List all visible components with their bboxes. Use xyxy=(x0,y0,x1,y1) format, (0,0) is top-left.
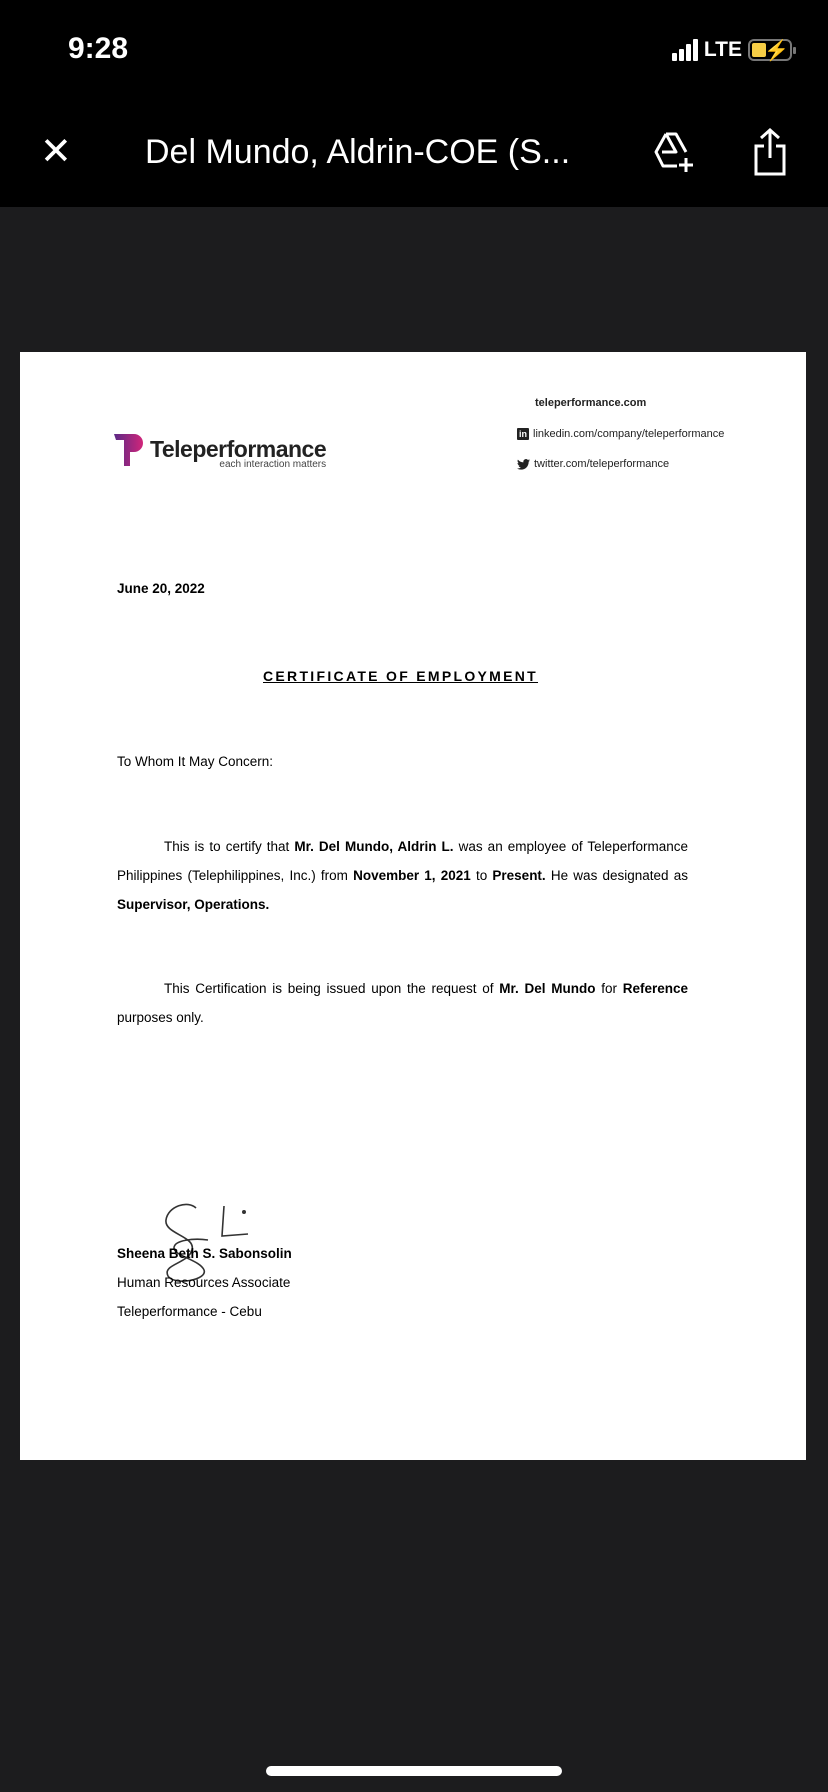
twitter-link[interactable] xyxy=(517,458,669,470)
paragraph-employment: This is to certify that Mr. Del Mundo, Aldrin L. was an employee of Teleperformance Philippines (Telephilippines, Inc.) from November 1, 2021 to Present. He was designated as Supervisor, Operations. xyxy=(117,839,688,912)
linkedin-link[interactable] xyxy=(517,428,724,440)
close-icon[interactable]: ✕ xyxy=(40,131,72,173)
logo-mark-icon xyxy=(114,432,144,468)
status-time: 9:28 xyxy=(68,32,129,65)
add-to-drive-icon[interactable] xyxy=(652,130,696,179)
salutation: To Whom It May Concern: xyxy=(117,754,274,769)
status-icons xyxy=(672,38,792,62)
signatory-role: Human Resources Associate xyxy=(117,1275,291,1290)
logo-tagline: each interaction matters xyxy=(219,459,327,470)
linkedin-icon: in xyxy=(519,429,527,439)
document-page xyxy=(20,352,806,1460)
paragraph-purpose: This Certification is being issued upon the request of Mr. Del Mundo for Reference purposes only. xyxy=(117,981,688,1025)
home-indicator[interactable] xyxy=(266,1766,562,1776)
signatory-office: Teleperformance - Cebu xyxy=(117,1304,262,1319)
signatory-name: Sheena Beth S. Sabonsolin xyxy=(117,1246,292,1261)
document-heading: CERTIFICATE OF EMPLOYMENT xyxy=(263,668,539,684)
battery-charging-icon: ⚡ xyxy=(748,39,792,61)
signature-image xyxy=(160,1200,260,1282)
website-link[interactable]: teleperformance.com xyxy=(535,397,647,409)
teleperformance-logo xyxy=(114,432,326,470)
network-label: LTE xyxy=(703,38,742,61)
linkedin-text: linkedin.com/company/teleperformance xyxy=(533,428,725,440)
signal-icon xyxy=(672,39,698,61)
share-icon[interactable] xyxy=(752,128,788,181)
top-bar xyxy=(0,0,828,207)
twitter-icon xyxy=(517,459,530,470)
document-date: June 20, 2022 xyxy=(117,581,205,596)
twitter-text: twitter.com/teleperformance xyxy=(534,458,670,470)
logo-name: Teleperformance xyxy=(150,436,327,462)
document-title: Del Mundo, Aldrin-COE (S... xyxy=(145,133,571,171)
